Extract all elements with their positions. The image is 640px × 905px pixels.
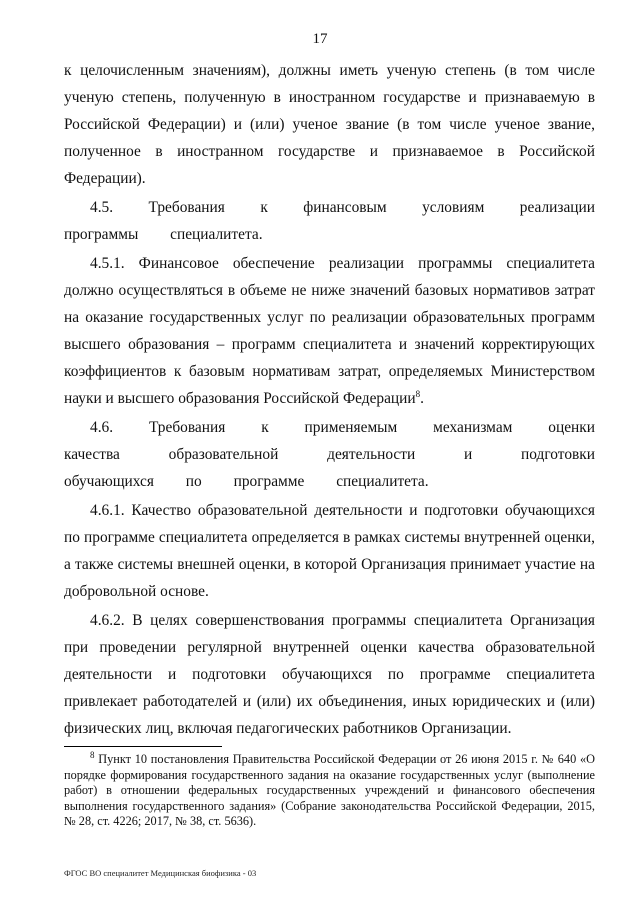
footnote (64, 749, 595, 830)
footnote-separator (64, 746, 222, 747)
footnote-text: Пункт 10 постановления Правительства Российской Федерации от 26 июня 2015 г. № 640 «О порядке формирования государственного задания на оказание государственных услуг (выполнение работ) в отношении федеральных государственных учреждений и финансового обеспечения выполнения государственного задания» (Собрание законодательства Российской Федерации, 2015, № 28, ст. 4226; 2017, № 38, ст. 5636). (64, 752, 595, 829)
page-footer: ФГОС ВО специалитет Медицинская биофизика - 03 (64, 868, 257, 878)
paragraph-continuation: к целочисленным значениям), должны иметь ученую степень (в том числе ученую степень, полученную в иностранном государстве и признаваемую в Российской Федерации) и (или) ученое звание (в том числе ученое звание, полученное в иностранном государстве и признаваемое в Российской Федерации). (64, 62, 595, 187)
paragraph-4-5-1 (64, 250, 595, 412)
footnote-body (64, 749, 595, 830)
footnote-reference-tail: . (420, 390, 424, 407)
section-heading-4-6: 4.6. Требования к применяемым механизмам оценки качества образовательной деятельности и подготовки обучающихся по программе специалитета. (64, 419, 595, 490)
section-heading-4-5: 4.5. Требования к финансовым условиям реализации программы специалитета. (64, 199, 595, 243)
paragraph-4-5-1-text: 4.5.1. Финансовое обеспечение реализации программы специалитета должно осуществляться в объеме не ниже значений базовых нормативов затрат на оказание государственных услуг по реализации образовательных программ высшего образования – программ специалитета и значений корректирующих коэффициентов к базовым нормативам затрат, определяемых Министерством науки и высшего образования Российской Федерации (64, 255, 595, 407)
paragraph-4-6-1: 4.6.1. Качество образовательной деятельности и подготовки обучающихся по программе специалитета определяется в рамках системы внутренней оценки, а также системы внешней оценки, в которой Организация принимает участие на добровольной основе. (64, 502, 595, 600)
page-number: 17 (312, 31, 328, 47)
paragraph-4-6-2: 4.6.2. В целях совершенствования программы специалитета Организация при проведении регулярной внутренней оценки качества образовательной деятельности и подготовки обучающихся по программе специалитета привлекает работодателей и (или) их объединения, иных юридических и (или) физических лиц, включая педагогических работников Организации. (64, 612, 595, 737)
footnote-mark: 8 (90, 749, 95, 760)
body-text (64, 57, 595, 742)
footnote-reference: 8 (415, 388, 421, 399)
